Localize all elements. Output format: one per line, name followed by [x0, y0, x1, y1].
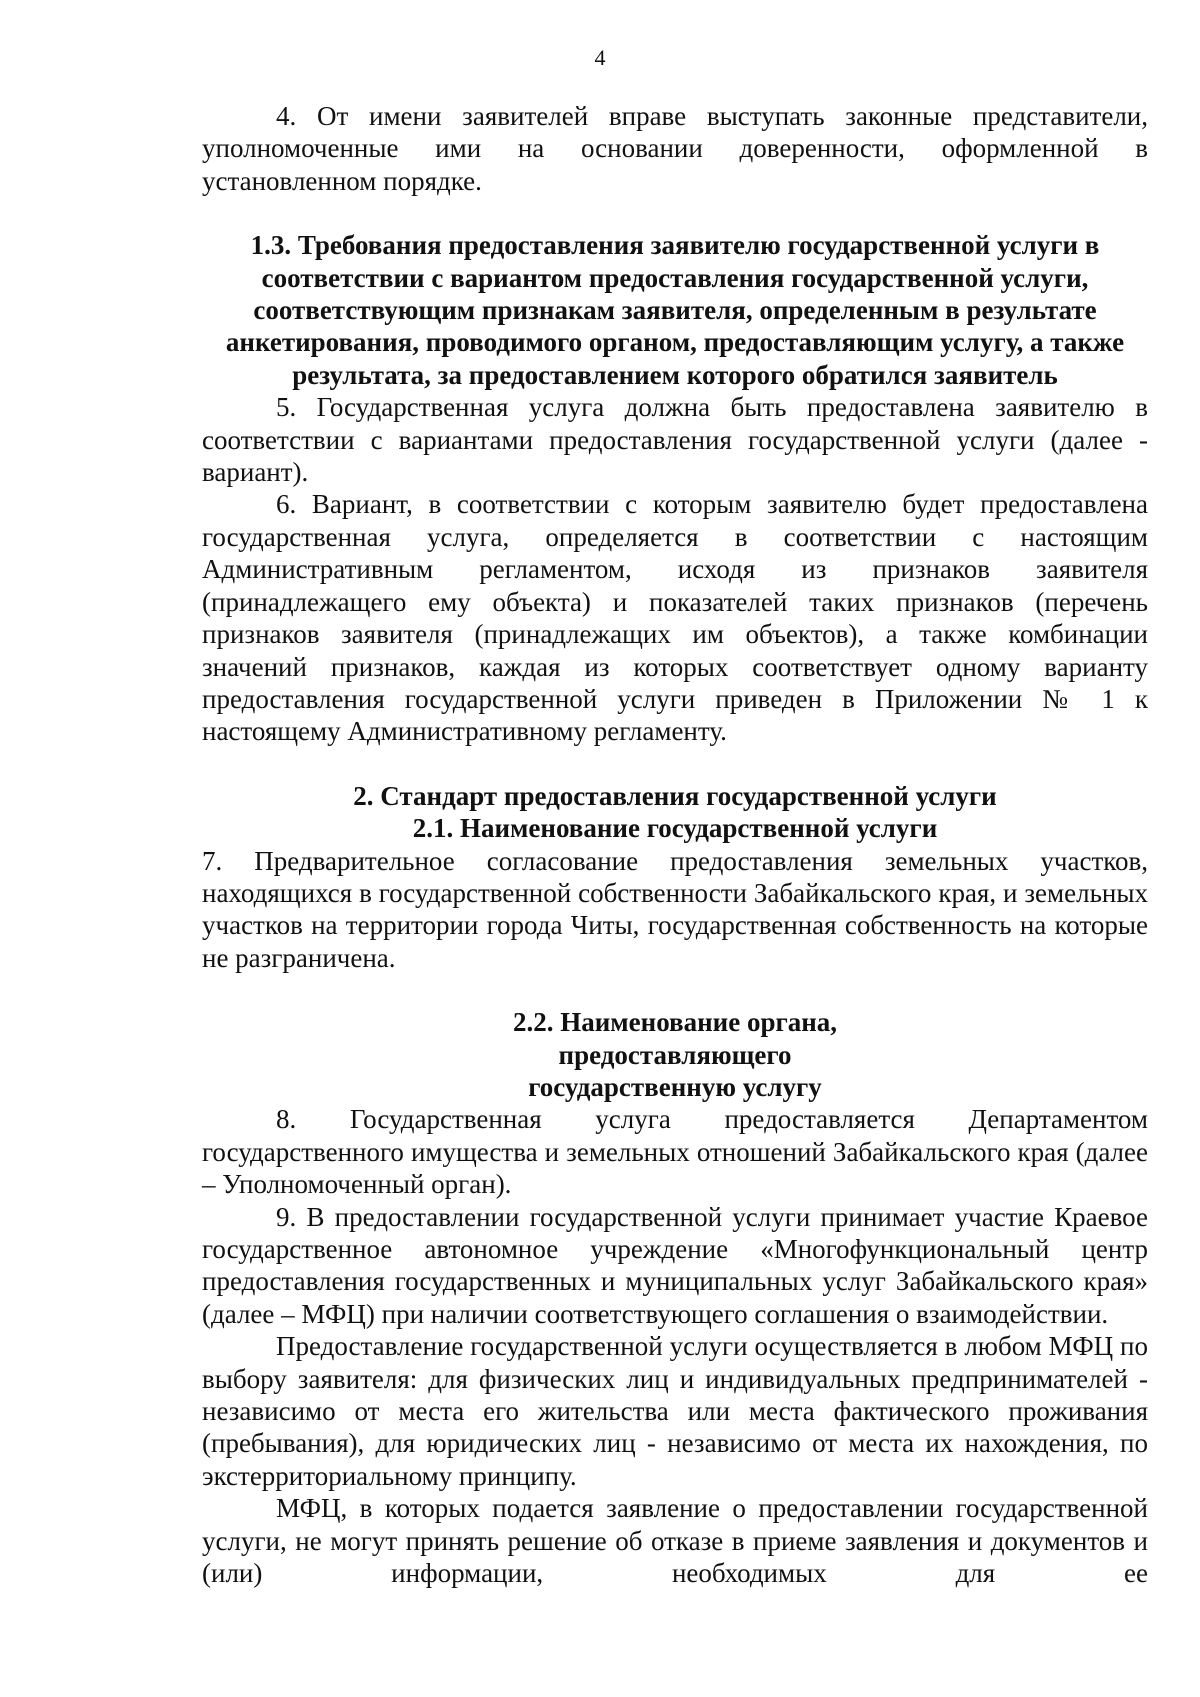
paragraph-6: 6. Вариант, в соответствии с которым заявителю будет предоставлена государственная услуга, определяется в соответствии с настоящим Административным регламентом, исходя из признаков заявителя (принадлежащего ему объекта) и показателей таких признаков (перечень признаков заявителя (принадлежащих им объектов), а также комбинации значений признаков, каждая из которых соответствует одному варианту предоставления государственной услуги приведен в Приложении № 1 к настоящему Административному регламенту. [202, 489, 1148, 747]
section-heading-2-1: 2.1. Наименование государственной услуги [412, 813, 938, 844]
paragraph-5: 5. Государственная услуга должна быть предоставлена заявителю в соответствии с вариантами предоставления государственной услуги (далее - вариант). [202, 392, 1148, 488]
document-body [202, 100, 1148, 1589]
spacer [202, 974, 1148, 1006]
page-number: 4 [594, 45, 606, 70]
paragraph-9-mfc-refusal: МФЦ, в которых подается заявление о предоставлении государственной услуги, не могут принять решение об отказе в приеме заявления и документов и (или) информации, необходимых для ее [202, 1493, 1148, 1589]
section-heading-2-2: 2.2. Наименование органа, предоставляющего государственную услугу [512, 1007, 838, 1102]
spacer [202, 197, 1148, 229]
spacer [202, 748, 1148, 780]
paragraph-9-mfc-choice: Предоставление государственной услуги осуществляется в любом МФЦ по выбору заявителя: для физических лиц и индивидуальных предпринимателей - независимо от места его жительства или места фактического проживания (пребывания), для юридических лиц - независимо от места их нахождения, по экстерриториальному принципу. [202, 1331, 1148, 1491]
paragraph-4: 4. От имени заявителей вправе выступать законные представители, уполномоченные ими на основании доверенности, оформленной в установленном порядке. [202, 101, 1148, 196]
paragraph-7: 7. Предварительное согласование предоставления земельных участков, находящихся в государственной собственности Забайкальского края, и земельных участков на территории города Читы, государственная собственность на которые не разграничена. [202, 845, 1148, 973]
section-heading-1-3: 1.3. Требования предоставления заявителю государственной услуги в соответствии с вариантом предоставления государственной услуги, соответствующим признакам заявителя, определенным в результате анкетирования, проводимого органом, предоставляющим услугу, а также результата, за предоставлением которого обратился заявитель [225, 230, 1125, 390]
paragraph-8: 8. Государственная услуга предоставляется Департаментом государственного имущества и земельных отношений Забайкальского края (далее – Уполномоченный орган). [202, 1104, 1148, 1200]
paragraph-9: 9. В предоставлении государственной услуги принимает участие Краевое государственное автономное учреждение «Многофункциональный центр предоставления государственных и муниципальных услуг Забайкальского края» (далее – МФЦ) при наличии соответствующего соглашения о взаимодействии. [202, 1201, 1148, 1329]
section-heading-2: 2. Стандарт предоставления государственной услуги [353, 780, 997, 811]
